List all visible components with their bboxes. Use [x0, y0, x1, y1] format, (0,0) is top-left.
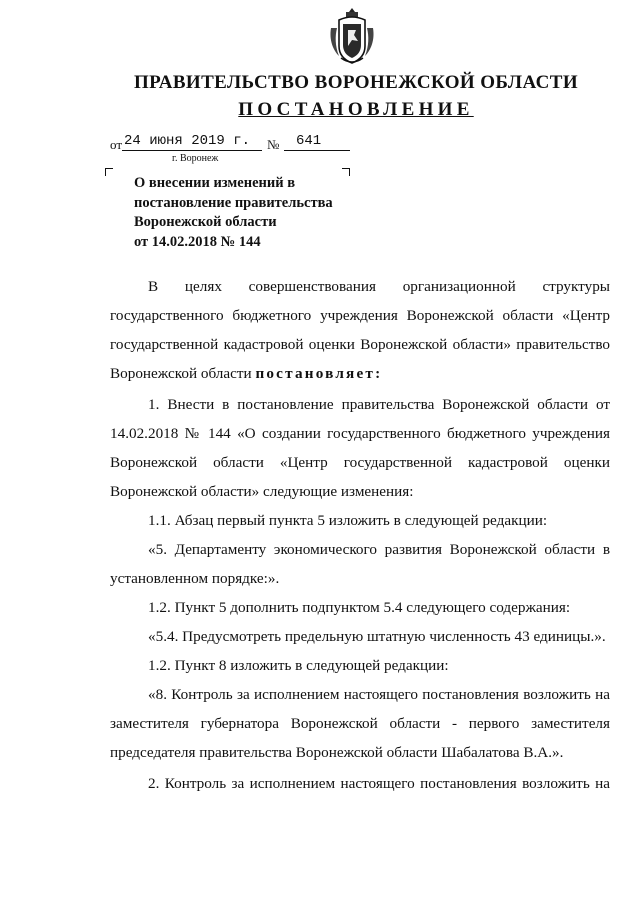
document-subject — [134, 174, 374, 252]
clause-5-4-quote-paragraph: «5.4. Предусмотреть предельную штатную численность 43 единицы.». — [148, 628, 606, 645]
paragraph-line: Воронежской области» следующие изменения: — [110, 483, 414, 500]
clause-5-quote-paragraph — [110, 535, 610, 593]
subject-line: О внесении изменений в — [134, 175, 296, 191]
subject-line: Воронежской области — [134, 214, 277, 230]
paragraph-line: заместителя губернатора Воронежской области - первого заместителя — [110, 715, 610, 732]
preamble-paragraph — [110, 272, 610, 388]
clause-1-1-paragraph: 1.1. Абзац первый пункта 5 изложить в следующей редакции: — [148, 512, 548, 529]
subject-line: постановление правительства — [134, 194, 333, 211]
organization-title: ПРАВИТЕЛЬСТВО ВОРОНЕЖСКОЙ ОБЛАСТИ — [133, 72, 579, 93]
coat-of-arms-icon — [327, 6, 377, 66]
clause-2-paragraph — [110, 769, 610, 798]
clause-1-2-second-paragraph: 1.2. Пункт 8 изложить в следующей редакции: — [148, 657, 449, 674]
paragraph-line: установленном порядке:». — [110, 570, 280, 587]
paragraph-line: Воронежской области «Центр государственной кадастровой оценки — [110, 454, 610, 471]
city-label: г. Воронеж — [172, 153, 219, 164]
clause-8-quote-paragraph — [110, 680, 610, 767]
paragraph-line: «5. Департаменту экономического развития Воронежской области в — [148, 541, 610, 558]
subject-line: от 14.02.2018 № 144 — [134, 233, 261, 250]
paragraph-line: государственной кадастровой оценки Воронежской области» правительство — [110, 336, 610, 353]
document-date: 24 июня 2019 г. — [124, 133, 251, 149]
clause-1-2-paragraph: 1.2. Пункт 5 дополнить подпунктом 5.4 следующего содержания: — [148, 599, 571, 616]
paragraph-line: 1. Внести в постановление правительства Воронежской области от — [148, 396, 610, 413]
paragraph-line: В целях совершенствования организационной структуры — [148, 278, 610, 295]
paragraph-line: «8. Контроль за исполнением настоящего постановления возложить на — [148, 686, 610, 703]
decree-word: постановляет: — [255, 365, 383, 382]
number-prefix: № — [267, 137, 280, 152]
document-number: 641 — [296, 133, 322, 149]
date-prefix: от — [110, 137, 123, 152]
paragraph-line: 2. Контроль за исполнением настоящего постановления возложить на — [148, 775, 610, 792]
corner-bracket-left — [105, 168, 113, 176]
paragraph-line: 14.02.2018 № 144 «О создании государственного бюджетного учреждения — [110, 425, 610, 442]
date-underline — [122, 150, 262, 151]
paragraph-line: Воронежской области — [110, 365, 256, 382]
document-type-title: ПОСТАНОВЛЕНИЕ — [238, 99, 474, 120]
paragraph-line: председателя правительства Воронежской области Шабалатова В.А.». — [110, 744, 564, 761]
paragraph-line: государственного бюджетного учреждения Воронежской области «Центр — [110, 307, 610, 324]
number-underline — [284, 150, 350, 151]
clause-1-paragraph — [110, 390, 610, 506]
